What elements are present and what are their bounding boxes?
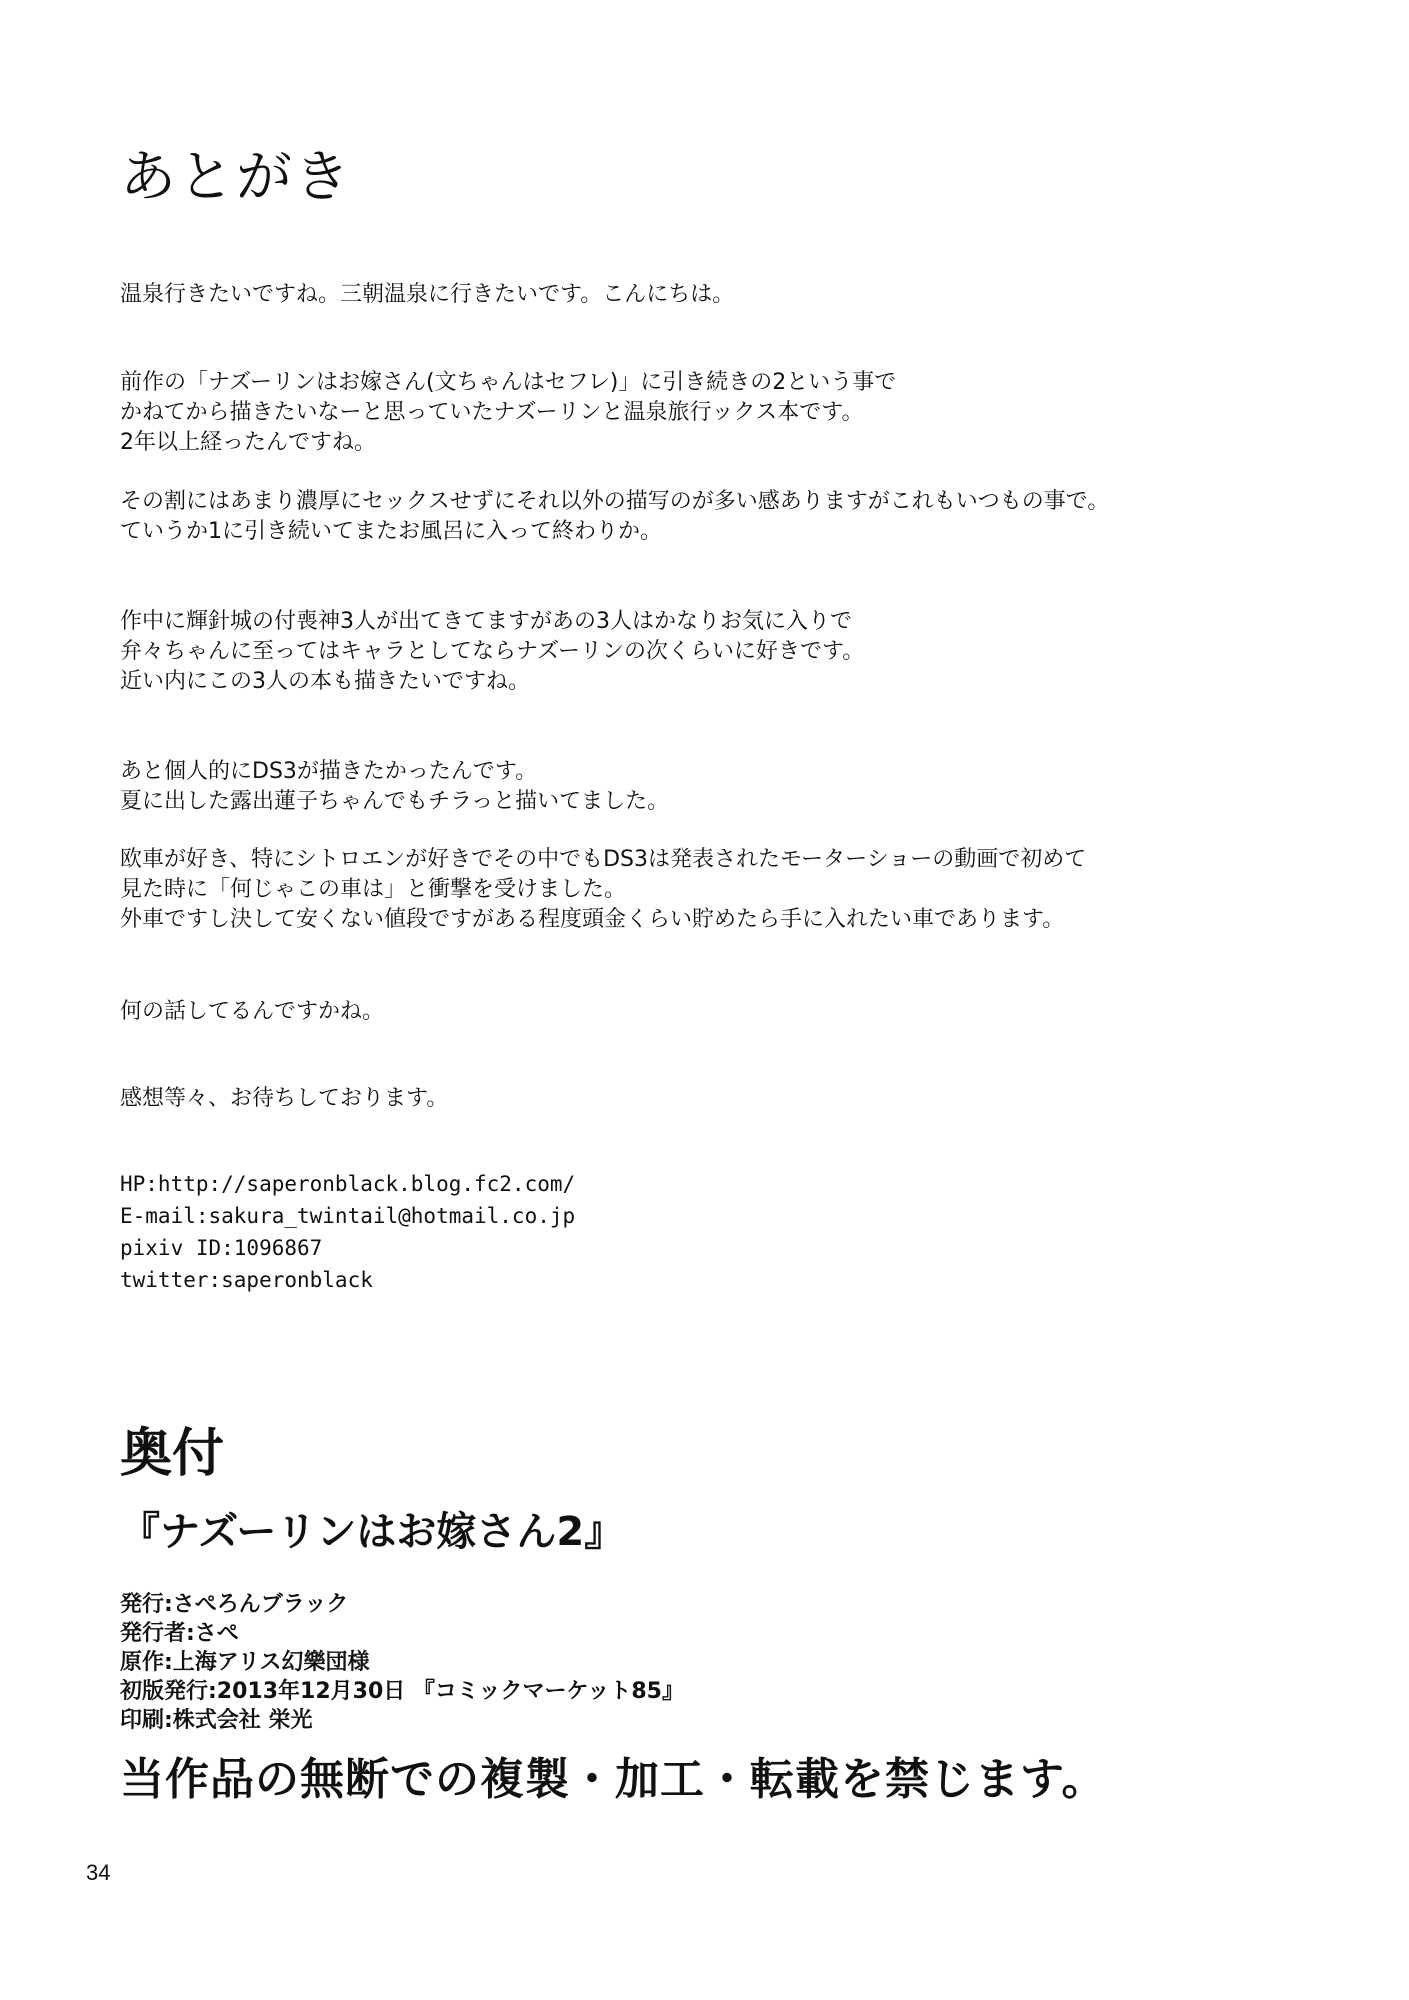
paragraph-feedback [120,1084,448,1114]
original-work-line: 原作:上海アリス幻樂団様 [120,1650,370,1675]
paragraph-digression [120,997,384,1027]
text-line: 欧車が好き、特にシトロエンが好きでその中でもDS3は発表されたモーターショーの動画で初めて [120,847,1087,872]
text-line: 温泉行きたいですね。三朝温泉に行きたいです。こんにちは。 [120,282,735,307]
text-line: 作中に輝針城の付喪神3人が出てきてますがあの3人はかなりお気に入りで [120,609,852,634]
text-line: 2年以上経ったんですね。 [120,430,376,455]
text-line: 見た時に「何じゃこの車は」と衝撃を受けました。 [120,877,627,902]
paragraph-tsukumogami [120,607,864,697]
twitter-handle: twitter:saperonblack [120,1268,373,1292]
text-line: ていうか1に引き続いてまたお風呂に入って終わりか。 [120,519,662,544]
book-title: 『ナズーリンはお嫁さん2』 [120,1509,625,1555]
paragraph-previous-work [120,368,896,458]
text-line: 弁々ちゃんに至ってはキャラとしてならナズーリンの次くらいに好きです。 [120,639,865,664]
text-line: 外車ですし決して安くない値段ですがある程度頭金くらい貯めたら手に入れたい車であります。 [120,907,1065,932]
paragraph-onsen [120,280,734,310]
text-line: かねてから描きたいなーと思っていたナズーリンと温泉旅行ックス本です。 [120,400,864,425]
issuer-line: 発行者:さぺ [120,1621,239,1646]
first-edition-line: 初版発行:2013年12月30日 『コミックマーケット85』 [120,1679,684,1704]
publisher-line: 発行:さぺろんブラック [120,1592,349,1617]
text-line: 前作の「ナズーリンはお嫁さん(文ちゃんはセフレ)」に引き続きの2という事で [120,370,897,395]
pixiv-id: pixiv ID:1096867 [120,1236,323,1260]
text-line: 何の話してるんですかね。 [120,999,385,1024]
paragraph-content [120,487,1109,547]
email-address: E-mail:sakura_twintail@hotmail.co.jp [120,1204,576,1228]
text-line: 夏に出した露出蓮子ちゃんでもチラっと描いてました。 [120,789,670,814]
page-number: 34 [86,1860,111,1885]
contact-info [120,1168,575,1296]
paragraph-citroen [120,845,1086,935]
paragraph-ds3 [120,757,669,817]
text-line: その割にはあまり濃厚にセックスせずにそれ以外の描写のが多い感ありますがこれもいつもの事で。 [120,489,1110,514]
text-line: あと個人的にDS3が描きたかったんです。 [120,759,538,784]
printer-line: 印刷:株式会社 栄光 [120,1708,313,1733]
colophon-info [120,1590,684,1735]
homepage-url: HP:http://saperonblack.blog.fc2.com/ [120,1172,576,1196]
text-line: 近い内にこの3人の本も描きたいですね。 [120,669,530,694]
afterword-heading: あとがき [120,145,352,210]
text-line: 感想等々、お待ちしております。 [120,1086,449,1111]
colophon-heading: 奥付 [120,1424,225,1484]
copyright-notice: 当作品の無断での複製・加工・転載を禁じます。 [120,1754,1107,1805]
